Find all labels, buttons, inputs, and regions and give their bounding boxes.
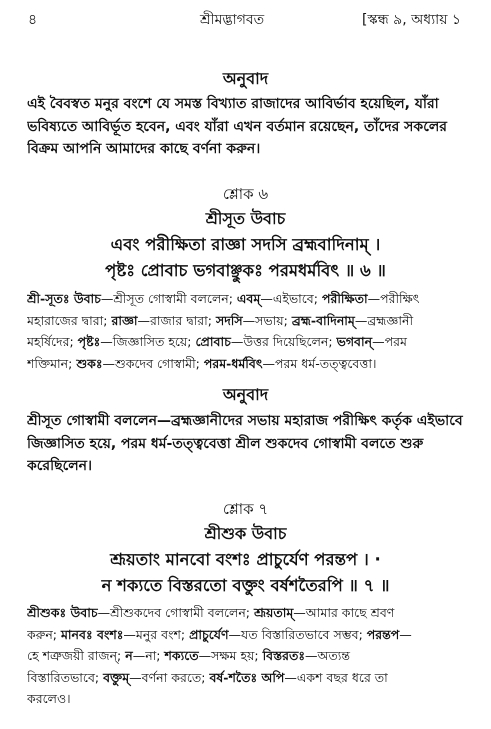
synonym-line bbox=[27, 310, 472, 332]
sloka-6-verse-line-1: এবং পরীক্ষিতা রাজ্ঞা সদসি ব্রহ্মবাদিনাম্ । bbox=[110, 235, 381, 254]
synonym-meaning: —যত বিস্তারিতভাবে সম্ভব; bbox=[228, 626, 367, 642]
synonym-term: শুকঃ bbox=[76, 355, 103, 371]
synonym-meaning: মহারাজের দ্বারা; bbox=[27, 312, 112, 328]
text-line: ভবিষ্যতে আবির্ভূত হবেন, এবং যাঁরা এখন বর্তমান রয়েছেন, তাঁদের সকলের bbox=[27, 118, 447, 135]
synonym-term: শ্রীশুকঃ উবাচ bbox=[27, 605, 98, 620]
sloka-7-label: শ্লোক ৭ bbox=[222, 500, 269, 518]
sloka-6-synonyms bbox=[27, 288, 472, 374]
translation-heading-2: অনুবাদ bbox=[222, 385, 269, 404]
sloka-6-speaker: শ্রীসূত উবাচ bbox=[205, 209, 286, 228]
synonym-meaning: —বর্ণনা করতে; bbox=[129, 669, 210, 685]
sloka-7-speaker: শ্রীশুক উবাচ bbox=[204, 524, 287, 543]
synonym-meaning: হে শত্রুজয়ী রাজন্; bbox=[27, 648, 126, 663]
synonym-term: পরম-ধর্মবিৎ bbox=[203, 355, 263, 371]
synonym-term: এবম্ bbox=[236, 291, 261, 306]
translation-paragraph-2 bbox=[27, 410, 472, 478]
synonym-term: শক্যতে bbox=[164, 648, 199, 663]
synonym-meaning: —জিজ্ঞাসিত হয়ে; bbox=[100, 334, 196, 349]
synonym-line bbox=[27, 667, 472, 689]
synonym-line bbox=[27, 353, 472, 375]
synonym-meaning: —পরম ধর্ম-তত্ত্ববেত্তা। bbox=[262, 355, 377, 371]
synonym-meaning: মহর্ষিদের; bbox=[27, 334, 78, 349]
synonym-meaning: —শ্রীশুকদেব গোস্বামী বললেন; bbox=[97, 605, 254, 620]
synonym-meaning: —অত্যন্ত bbox=[305, 648, 350, 663]
synonym-meaning: —আমার কাছে শ্রবণ bbox=[293, 605, 395, 620]
synonym-term: বর্ষ-শতৈঃ অপি bbox=[209, 669, 285, 685]
synonym-term: পৃষ্টঃ bbox=[77, 334, 101, 349]
synonym-meaning: —ব্রহ্মজ্ঞানী bbox=[354, 312, 414, 328]
synonym-term: ন bbox=[125, 648, 133, 663]
synonym-line bbox=[27, 688, 472, 710]
synonym-term: রাজ্ঞা bbox=[111, 312, 138, 328]
synonym-meaning: শক্তিমান; bbox=[27, 355, 77, 371]
synonym-meaning: —একশ বছর ধরে তা bbox=[284, 669, 388, 685]
synonym-meaning: —এইভাবে; bbox=[260, 291, 322, 306]
page-number: ৪ bbox=[28, 12, 38, 28]
synonym-meaning: —সক্ষম হয়; bbox=[198, 648, 263, 663]
sloka-7-verse-line-1: শ্রূয়তাং মানবো বংশঃ প্রাচুর্যেণ পরন্তপ । · bbox=[110, 550, 381, 569]
text-line: এই বৈবস্বত মনুর বংশে যে সমস্ত বিখ্যাত রাজাদের আবির্ভাব হয়েছিল, যাঁরা bbox=[27, 96, 439, 112]
text-line: বিক্রম আপনি আমাদের কাছে বর্ণনা করুন। bbox=[27, 141, 261, 157]
text-line: করেছিলেন। bbox=[27, 458, 93, 474]
synonym-meaning: —পরীক্ষিৎ bbox=[367, 291, 420, 306]
synonym-meaning: —মনুর বংশ; bbox=[123, 626, 190, 642]
synonym-term: ভগবান্ bbox=[336, 334, 373, 349]
synonym-meaning: করলেও। bbox=[27, 691, 71, 706]
translation-heading-1: অনুবাদ bbox=[222, 69, 269, 88]
synonym-term: শ্রূয়তাম্ bbox=[254, 605, 294, 620]
text-line: শ্রীসূত গোস্বামী বললেন—ব্রহ্মজ্ঞানীদের সভায় মহারাজ পরীক্ষিৎ কর্তৃক এইভাবে bbox=[27, 413, 463, 429]
synonym-term: প্রোবাচ bbox=[195, 334, 231, 349]
synonym-term: মানবঃ বংশঃ bbox=[60, 626, 124, 642]
chapter-reference: [স্কন্ধ ৯, অধ্যায় ১ bbox=[362, 12, 461, 28]
sloka-7-verse-line-2: ন শক্যতে বিস্তরতো বক্তুং বর্ষশতৈরপি ॥ ৭ ॥ bbox=[101, 576, 390, 595]
synonym-meaning: —সভায়; bbox=[242, 312, 292, 328]
synonym-meaning: —শ্রীসূত গোস্বামী বললেন; bbox=[100, 291, 237, 306]
synonym-term: প্রাচুর্যেণ bbox=[189, 626, 229, 642]
synonym-line bbox=[27, 624, 472, 646]
synonym-term: বিস্তরতঃ bbox=[262, 648, 306, 663]
synonym-meaning: —না; bbox=[132, 648, 165, 663]
synonym-line bbox=[27, 288, 472, 310]
synonym-meaning: —উত্তর দিয়েছিলেন; bbox=[230, 334, 337, 349]
sloka-6-verse-line-2: পৃষ্টঃ প্রোবাচ ভগবাঞ্ছুকঃ পরমধর্মবিৎ ॥ ৬ ॥ bbox=[105, 261, 386, 280]
synonym-meaning: —রাজার দ্বারা; bbox=[137, 312, 216, 328]
synonym-line bbox=[27, 602, 472, 624]
synonym-term: পরন্তপ bbox=[366, 626, 400, 642]
synonym-term: বক্তুম্ bbox=[103, 669, 130, 685]
synonym-line bbox=[27, 645, 472, 667]
translation-paragraph-1 bbox=[27, 93, 472, 161]
book-title: শ্রীমদ্ভাগবত bbox=[200, 12, 265, 28]
synonym-meaning: —পরম bbox=[372, 334, 407, 349]
synonym-term: সদসি bbox=[215, 312, 243, 328]
text-line: জিজ্ঞাসিত হয়ে, পরম ধর্ম-তত্ত্ববেত্তা শ্রীল শুকদেব গোস্বামী বলতে শুরু bbox=[27, 435, 424, 452]
synonym-meaning: করুন; bbox=[27, 626, 61, 642]
synonym-term: ব্রহ্ম-বাদিনাম্ bbox=[291, 312, 355, 328]
synonym-term: শ্রী-সূতঃ উবাচ bbox=[27, 291, 101, 306]
synonym-term: পরীক্ষিতা bbox=[321, 291, 368, 306]
sloka-6-label: শ্লোক ৬ bbox=[222, 185, 269, 203]
synonym-meaning: — bbox=[399, 626, 412, 642]
synonym-line bbox=[27, 331, 472, 353]
synonym-meaning: —শুকদেব গোস্বামী; bbox=[102, 355, 204, 371]
sloka-7-synonyms bbox=[27, 602, 472, 710]
synonym-meaning: বিস্তারিতভাবে; bbox=[27, 669, 104, 685]
